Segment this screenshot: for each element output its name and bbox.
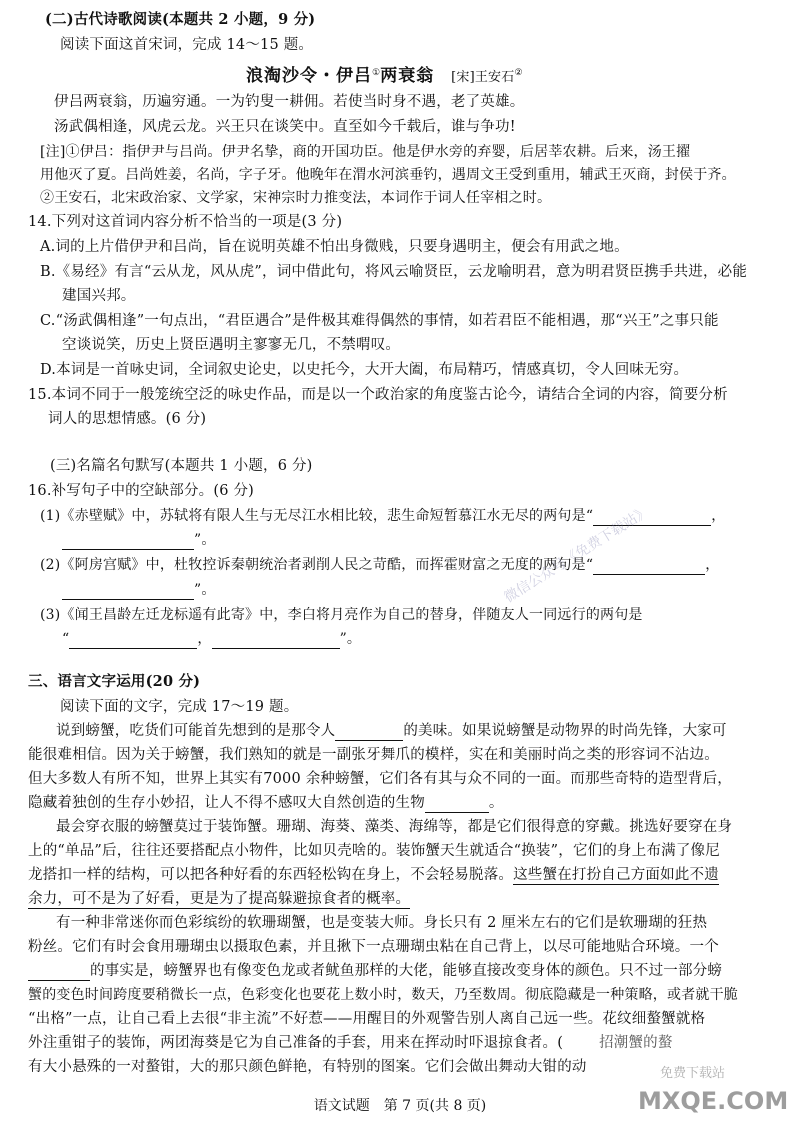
para2-line-3-text: 龙搭扣一样的结构，可以把各种好看的东西轻松钩在身上，不会轻易脱落。	[28, 867, 514, 883]
answer-blank-18[interactable]	[28, 964, 90, 981]
answer-blank-3a[interactable]	[69, 632, 197, 649]
poem-line-1: 伊吕两衰翁，历遍穷通。一为钓叟一耕佣。若使当时身不遇，老了英雄。	[54, 94, 525, 110]
q15-line-2: 词人的思想情感。(6 分)	[48, 411, 207, 427]
para3-line-3	[28, 961, 722, 981]
q16-item-2	[40, 555, 719, 575]
section-heading-language: 三、语言文字运用(20 分)	[28, 673, 201, 690]
poem-author: [宋]王安石	[451, 69, 515, 85]
site-stamp-sub: 免费下载站	[660, 1066, 726, 1081]
site-stamp: MXQE.COM	[638, 1087, 789, 1115]
q16-item-1-line2	[62, 530, 216, 550]
para1-line-4	[28, 793, 504, 813]
q16-item-2-comma: ，	[705, 557, 720, 573]
answer-blank-3b[interactable]	[212, 632, 340, 649]
q14-option-b: B.《易经》有言“云从龙，风从虎”，词中借此句，将风云喻贤臣，云龙喻明君，意为明君贤臣携手共进，必能	[40, 264, 748, 280]
answer-paren-19[interactable]	[563, 1037, 599, 1053]
q16-item-3-close: ”。	[339, 631, 362, 647]
para3-line-6-text: 外注重钳子的装饰，两团海葵是它为自己准备的手套，用来在挥动时吓退掠食者。(	[28, 1035, 564, 1051]
q16-item-1-comma: ，	[711, 508, 726, 524]
q16-item-3-open: “	[62, 631, 70, 647]
note-mark-2: ②	[514, 68, 523, 78]
para1-line-2: 能很难相信。因为关于螃蟹，我们熟知的就是一副张牙舞爪的模样，实在和美丽时尚之类的形容词不沾边。	[28, 747, 719, 763]
poetry-instruction: 阅读下面这首宋词，完成 14～15 题。	[60, 37, 314, 53]
q16-item-2-line2	[62, 580, 216, 600]
q16-item-3: (3)《闻王昌龄左迁龙标遥有此寄》中，李白将月亮作为自己的替身，伴随友人一同远行的两句是	[40, 607, 643, 623]
para3-line-3-text: 的事实是，螃蟹界也有像变色龙或者鱿鱼那样的大佬，能够直接改变身体的颜色。只不过一部分螃	[90, 963, 723, 979]
note-mark-1: ①	[372, 68, 381, 78]
q16-item-1-close: ”。	[194, 532, 216, 548]
para1-line-1-b: 的美味。如果说螃蟹是动物界的时尚先锋，大家可	[403, 723, 727, 739]
language-instruction: 阅读下面的文字，完成 17～19 题。	[60, 699, 299, 715]
para2-line-2: 上的“单品”后，往往还要搭配点小物件，比如贝壳啥的。装饰蟹天生就适合“换装”，它们的身上布满了像尼	[28, 843, 720, 859]
para2-line-3	[28, 865, 719, 885]
poem-line-2: 汤武偶相逢，风虎云龙。兴王只在谈笑中。直至如今千载后，谁与争功!	[54, 119, 516, 135]
underlined-sentence-2: 余力，可不是为了好看，更是为了提高躲避掠食者的概率。	[28, 891, 411, 907]
para3-line-2: 粉丝。它们有时会食用珊瑚虫以摄取色素，并且揪下一点珊瑚虫粘在自己背上，以尽可能地贴合环境。一个	[28, 939, 719, 955]
underlined-sentence-1: 这些蟹在打扮自己方面如此不遗	[513, 867, 719, 883]
q15-line-1: 15.本词不同于一般笼统空泛的咏史作品，而是以一个政治家的角度鉴古论今，请结合全词的内容，简要分析	[28, 387, 728, 403]
para3-line-6	[28, 1033, 673, 1053]
answer-blank-2a[interactable]	[593, 558, 705, 575]
q16-stem: 16.补写句子中的空缺部分。(6 分)	[28, 483, 255, 499]
q16-item-2-text: (2)《阿房宫赋》中，杜牧控诉秦朝统治者剥削人民之苛酷，而挥霍财富之无度的两句是“	[40, 557, 594, 573]
poem-title-tail: 两衰翁	[380, 65, 435, 86]
para1-line-4-b: 。	[488, 795, 504, 811]
watermark-text: 微信公众号《免费下载站》	[501, 503, 653, 607]
para3-line-6-tail: 招潮蟹的螯	[599, 1035, 673, 1051]
q14-option-b-cont: 建国兴邦。	[62, 288, 136, 304]
para1-line-4-a: 隐藏着独创的生存小妙招，让人不得不感叹大自然创造的生物	[28, 795, 425, 811]
poem-title: 浪淘沙令・伊吕	[246, 65, 372, 86]
note-line-2: 用他灭了夏。吕尚姓姜，名尚，字子牙。他晚年在渭水河滨垂钓，遇周文王受到重用，辅武王灭商，封侯于齐。	[40, 167, 736, 183]
para3-line-4: 蟹的变色时间跨度要稍微长一点，色彩变化也要花上数小时，数天，乃至数周。彻底隐藏是一种策略，或者就干脆	[28, 987, 738, 1003]
q14-stem: 14.下列对这首词内容分析不恰当的一项是(3 分)	[28, 214, 343, 230]
q14-option-c-cont: 空谈说笑，历史上贤臣遇明主寥寥无几，不禁喟叹。	[62, 337, 401, 353]
answer-blank-17b[interactable]	[425, 796, 489, 813]
q14-option-a: A.词的上片借伊尹和吕尚，旨在说明英雄不怕出身微贱，只要身遇明主，便会有用武之地。	[40, 239, 629, 255]
note-line-1: [注]①伊吕：指伊尹与吕尚。伊尹名挚，商的开国功臣。他是伊水旁的弃婴，后居莘农耕。后来，汤王擢	[40, 144, 691, 160]
poem-title-line	[246, 63, 523, 88]
para3-line-7: 有大小悬殊的一对螯钳，大的那只颜色鲜艳，有特别的图案。它们会做出舞动大钳的动	[28, 1059, 587, 1075]
page-footer: 语文试题 第 7 页(共 8 页)	[313, 1098, 487, 1114]
para2-line-4	[28, 889, 410, 909]
q16-item-3-comma: ，	[197, 631, 212, 647]
para3-line-1: 有一种非常迷你而色彩缤纷的软珊瑚蟹，也是变装大师。身长只有 2 厘米左右的它们是软珊瑚的狂热	[56, 915, 708, 931]
para1-line-1	[56, 721, 727, 741]
note-line-3: ②王安石，北宋政治家、文学家，宋神宗时力推变法，本词作于词人任宰相之时。	[40, 190, 552, 206]
answer-blank-17a[interactable]	[335, 724, 403, 741]
section-heading-poetry: (二)古代诗歌阅读(本题共 2 小题，9 分)	[45, 11, 316, 28]
para1-line-1-a: 说到螃蟹，吃货们可能首先想到的是那令人	[56, 723, 336, 739]
answer-blank-1b[interactable]	[62, 533, 194, 550]
q14-option-d: D.本词是一首咏史词，全词叙史论史，以史托今，大开大阖，布局精巧，情感真切，令人回味无穷。	[40, 362, 689, 378]
para2-line-1: 最会穿衣服的螃蟹莫过于装饰蟹。珊瑚、海葵、藻类、海绵等，都是它们很得意的穿戴。挑选好要穿在身	[56, 819, 733, 835]
q16-item-2-close: ”。	[194, 582, 216, 598]
para1-line-3: 但大多数人有所不知，世界上其实有7000 余种螃蟹，它们各有其与众不同的一面。而那些奇特的造型背后，	[28, 771, 733, 787]
q16-item-3-line2	[62, 629, 361, 649]
section-heading-famous: (三)名篇名句默写(本题共 1 小题，6 分)	[50, 458, 313, 474]
answer-blank-2b[interactable]	[62, 583, 194, 600]
q14-option-c: C.“汤武偶相逢”一句点出，“君臣遇合”是件极其难得偶然的事情，如若君臣不能相遇，那“兴王”之事只能	[40, 313, 719, 329]
para3-line-5: “出格”一点，让自己看上去很“非主流”不好惹——用醒目的外观警告别人离自己远一些。花纹细螯蟹就格	[28, 1011, 706, 1027]
q16-item-1-text: (1)《赤壁赋》中，苏轼将有限人生与无尽江水相比较，悲生命短暂慕江水无尽的两句是“	[40, 508, 594, 524]
